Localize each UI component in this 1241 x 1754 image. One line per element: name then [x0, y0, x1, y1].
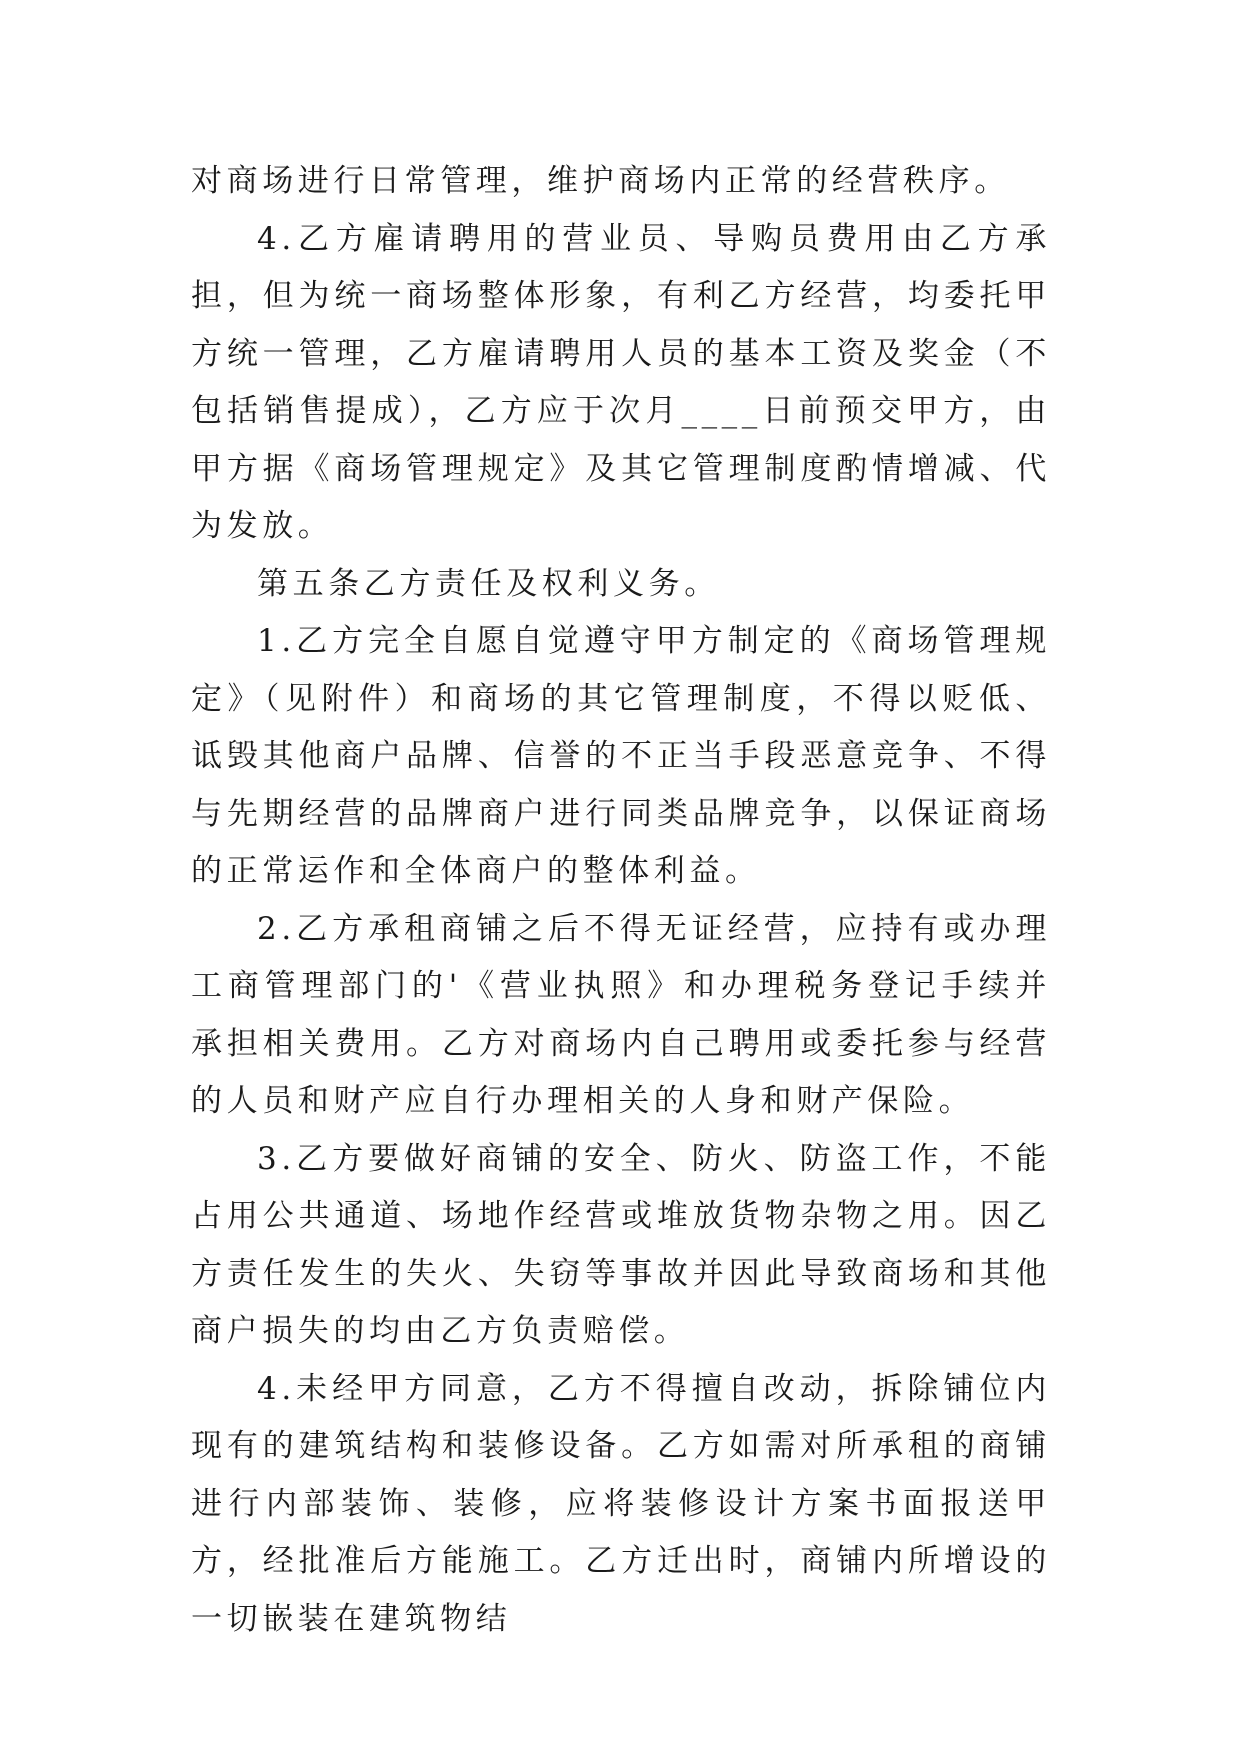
paragraph-4: 1.乙方完全自愿自觉遵守甲方制定的《商场管理规定》（见附件）和商场的其它管理制度，不得以贬低、诋毁其他商户品牌、信誉的不正当手段恶意竞争、不得与先期经营的品牌商户进行同类品牌竞争，以保证商场的正常运作和全体商户的整体利益。 — [191, 623, 1051, 889]
paragraph-6: 3.乙方要做好商铺的安全、防火、防盗工作，不能占用公共通道、场地作经营或堆放货物杂物之用。因乙方责任发生的失火、失窃等事故并因此导致商场和其他商户损失的均由乙方负责赔偿。 — [191, 1140, 1051, 1349]
paragraph-2: 4.乙方雇请聘用的营业员、导购员费用由乙方承担，但为统一商场整体形象，有利乙方经营，均委托甲方统一管理，乙方雇请聘用人员的基本工资及奖金（不包括销售提成），乙方应于次月____日前预交甲方，由甲方据《商场管理规定》及其它管理制度酌情增减、代为发放。 — [191, 220, 1051, 544]
paragraph-5: 2.乙方承租商铺之后不得无证经营，应持有或办理工商管理部门的'《营业执照》和办理税务登记手续并承担相关费用。乙方对商场内自己聘用或委托参与经营的人员和财产应自行办理相关的人身和财产保险。 — [191, 910, 1051, 1119]
paragraph-7: 4.未经甲方同意，乙方不得擅自改动，拆除铺位内现有的建筑结构和装修设备。乙方如需对所承租的商铺进行内部装饰、装修，应将装修设计方案书面报送甲方，经批准后方能施工。乙方迁出时，商铺内所增设的一切嵌装在建筑物结 — [191, 1370, 1051, 1637]
document-body — [191, 153, 1051, 1648]
paragraph-1: 对商场进行日常管理，维护商场内正常的经营秩序。 — [191, 163, 1010, 199]
section-heading-article-5: 第五条乙方责任及权利义务。 — [257, 565, 720, 602]
